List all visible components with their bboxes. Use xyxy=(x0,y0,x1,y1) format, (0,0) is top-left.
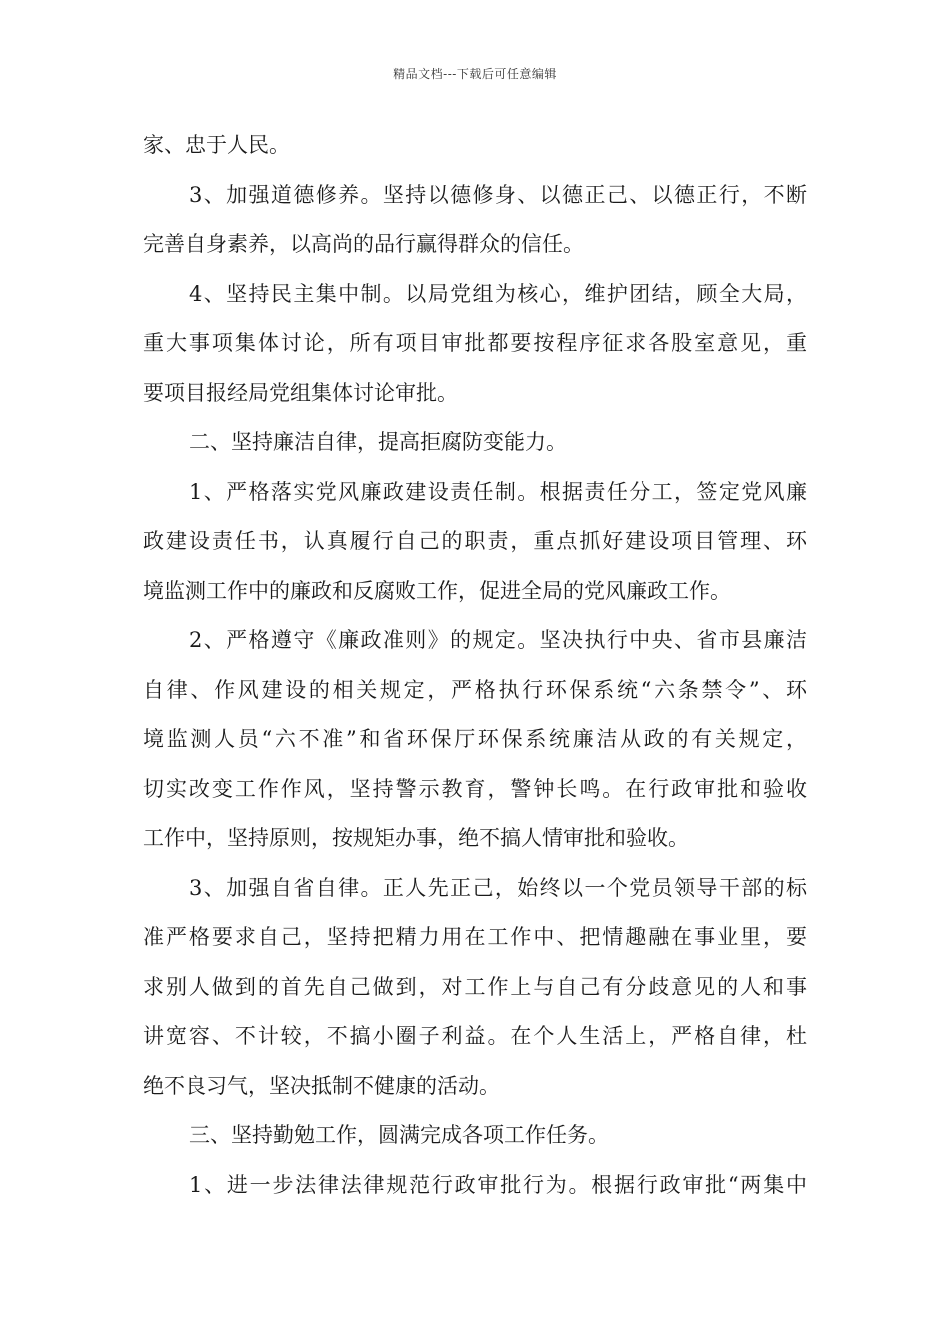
text-line: 绝不良习气，坚决抵制不健康的活动。 xyxy=(143,1073,500,1098)
text-line: 讲宽容、不计较，不搞小圈子利益。在个人生活上，严格自律，杜 xyxy=(143,1024,807,1048)
text-line: 1、严格落实党风廉政建设责任制。根据责任分工，签定党风廉 xyxy=(189,479,807,504)
text-line: 要项目报经局党组集体讨论审批。 xyxy=(143,380,458,405)
text-line: 3、加强自省自律。正人先正己，始终以一个党员领导干部的标 xyxy=(189,875,807,900)
text-line: 二、坚持廉洁自律，提高拒腐防变能力。 xyxy=(189,430,567,454)
text-line: 求别人做到的首先自己做到，对工作上与自己有分歧意见的人和事 xyxy=(143,974,807,999)
page-header: 精品文档---下载后可任意编辑 xyxy=(393,67,557,81)
text-line: 工作中，坚持原则，按规矩办事，绝不搞人情审批和验收。 xyxy=(143,826,689,850)
text-line: 家、忠于人民。 xyxy=(143,133,290,157)
text-line: 2、严格遵守《廉政准则》的规定。坚决执行中央、省市县廉洁 xyxy=(189,628,807,652)
text-line: 重大事项集体讨论，所有项目审批都要按程序征求各股室意见，重 xyxy=(143,331,807,355)
text-line: 准严格要求自己，坚持把精力用在工作中、把情趣融在事业里，要 xyxy=(143,925,807,949)
text-line: 切实改变工作作风，坚持警示教育，警钟长鸣。在行政审批和验收 xyxy=(143,776,807,801)
text-line: 政建设责任书，认真履行自己的职责，重点抓好建设项目管理、环 xyxy=(143,529,807,553)
text-line: 自律、作风建设的相关规定，严格执行环保系统“六条禁令”、环 xyxy=(143,677,807,702)
text-line: 境监测人员“六不准”和省环保厅环保系统廉洁从政的有关规定， xyxy=(143,727,807,751)
text-line: 4、坚持民主集中制。以局党组为核心，维护团结，顾全大局， xyxy=(189,281,807,306)
text-line: 3、加强道德修养。坚持以德修身、以德正己、以德正行，不断 xyxy=(189,182,807,207)
text-line: 境监测工作中的廉政和反腐败工作，促进全局的党风廉政工作。 xyxy=(143,578,731,603)
text-line: 完善自身素养，以高尚的品行赢得群众的信任。 xyxy=(143,232,584,256)
document-body xyxy=(143,130,807,1219)
text-line: 1、进一步法律法律规范行政审批行为。根据行政审批“两集中 xyxy=(189,1172,807,1197)
text-line: 三、坚持勤勉工作，圆满完成各项工作任务。 xyxy=(189,1123,609,1147)
